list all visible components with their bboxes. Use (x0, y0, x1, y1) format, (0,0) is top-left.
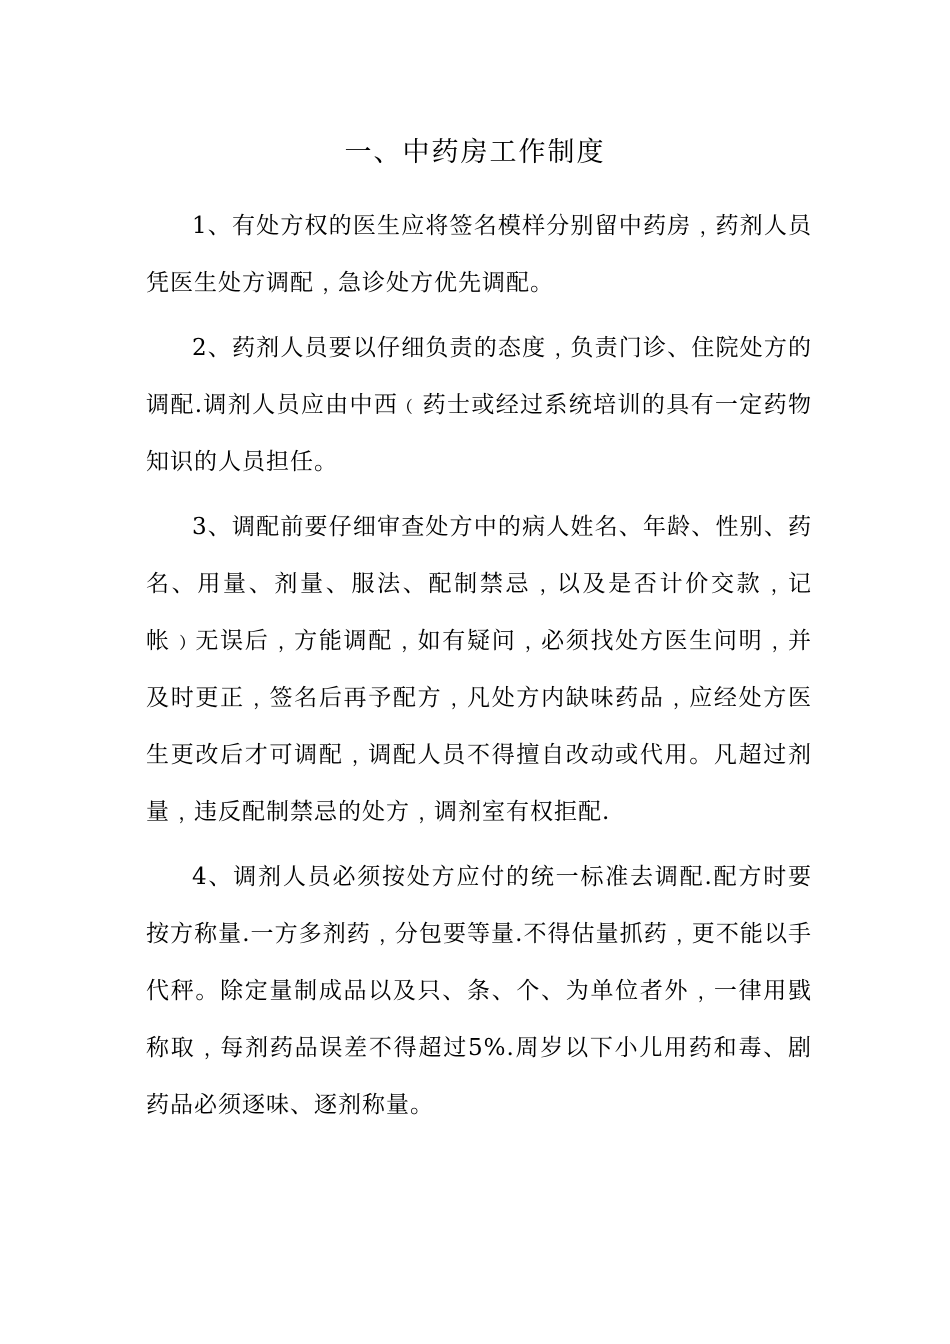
paragraph-3: 3、调配前要仔细审查处方中的病人姓名、年龄、性别、药名、用量、剂量、服法、配制禁忌﹐以及是否计价交款﹐记帐﹚无误后﹐方能调配﹐如有疑问﹐必须找处方医生问明﹐并及时更正﹐签名后再予配方﹐凡处方内缺味药品﹐应经处方医生更改后才可调配﹐调配人员不得擅自改动或代用。凡超过剂量﹐违反配制禁忌的处方﹐调剂室有权拒配. (146, 514, 812, 825)
document-body (146, 198, 812, 1134)
paragraph-1: 1、有处方权的医生应将签名模样分别留中药房﹐药剂人员凭医生处方调配﹐急诊处方优先调配。 (146, 213, 812, 296)
page-title: 一、中药房工作制度 (344, 137, 606, 168)
paragraph-2: 2、药剂人员要以仔细负责的态度﹐负责门诊、住院处方的调配.调剂人员应由中西﹙药士或经过系统培训的具有一定药物知识的人员担任。 (146, 335, 812, 475)
paragraph-4: 4、调剂人员必须按处方应付的统一标准去调配.配方时要按方称量.一方多剂药﹐分包要等量.不得估量抓药﹐更不能以手代秤。除定量制成品以及只、条、个、为单位者外﹐一律用戥称取﹐每剂药品误差不得超过5%.周岁以下小儿用药和毒、剧药品必须逐味、逐剂称量。 (146, 864, 812, 1118)
